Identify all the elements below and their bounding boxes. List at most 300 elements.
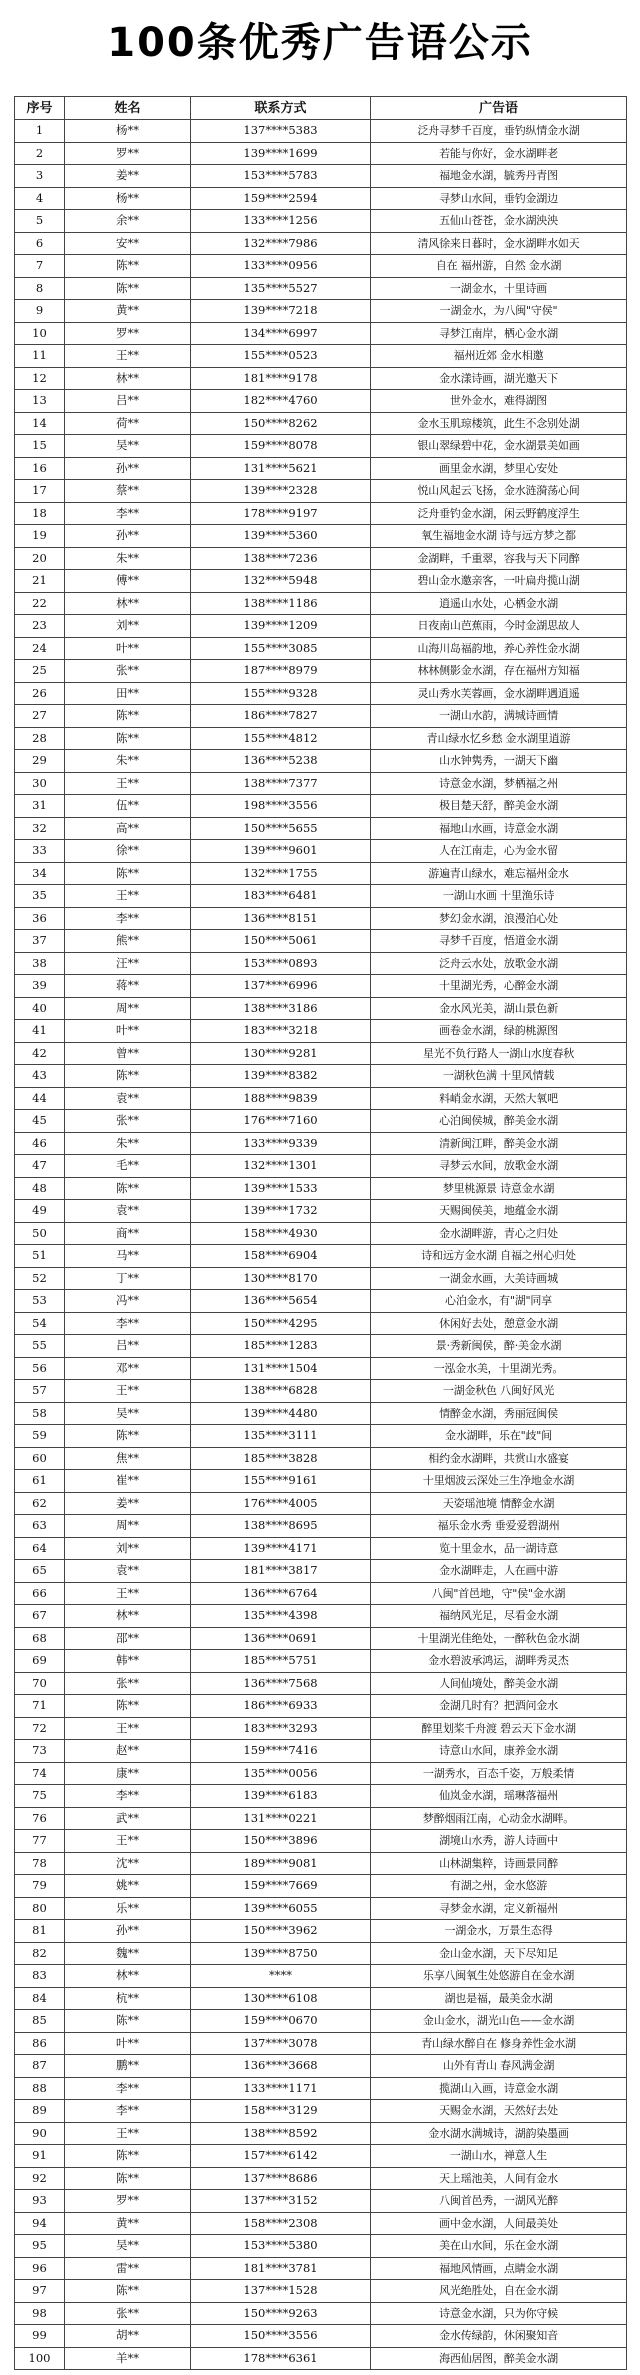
- row-index: 84: [15, 1987, 65, 2010]
- row-contact: 155****4812: [191, 727, 371, 750]
- row-contact: 185****1283: [191, 1335, 371, 1358]
- row-contact: 131****0221: [191, 1807, 371, 1830]
- row-slogan: 寻梦云水间，放歌金水湖: [371, 1155, 627, 1178]
- row-index: 73: [15, 1740, 65, 1763]
- row-contact: 155****9328: [191, 682, 371, 705]
- row-contact: 158****4930: [191, 1222, 371, 1245]
- table-row: [15, 1807, 627, 1830]
- row-slogan: 十里烟波云深处三生净地金水湖: [371, 1470, 627, 1493]
- row-index: 92: [15, 2167, 65, 2190]
- slogan-table: [14, 96, 627, 2370]
- row-index: 71: [15, 1695, 65, 1718]
- row-slogan: 一湖金秋色 八闽好风光: [371, 1380, 627, 1403]
- row-contact: 150****8262: [191, 412, 371, 435]
- row-contact: 181****3781: [191, 2257, 371, 2280]
- row-slogan: 悦山风起云飞扬，金水涟漪荡心间: [371, 480, 627, 503]
- row-contact: 133****9339: [191, 1132, 371, 1155]
- row-contact: 136****8151: [191, 907, 371, 930]
- table-row: [15, 390, 627, 413]
- row-slogan: 八闽"首邑地，守"侯"金水湖: [371, 1582, 627, 1605]
- row-name: 孙**: [65, 1920, 191, 1943]
- row-index: 23: [15, 615, 65, 638]
- table-row: [15, 885, 627, 908]
- row-slogan: 泛舟垂钓金水湖，闲云野鹤度浮生: [371, 502, 627, 525]
- row-slogan: 金水湖水满城诗，湖韵染墨画: [371, 2122, 627, 2145]
- row-contact: 139****4480: [191, 1402, 371, 1425]
- row-contact: 139****4171: [191, 1537, 371, 1560]
- row-contact: 139****6183: [191, 1785, 371, 1808]
- row-slogan: 极目楚天舒，醉美金水湖: [371, 795, 627, 818]
- row-name: 陈**: [65, 255, 191, 278]
- row-contact: 132****5948: [191, 570, 371, 593]
- row-slogan: 清风徐来日暮时，金水湖畔水如天: [371, 232, 627, 255]
- row-name: 武**: [65, 1807, 191, 1830]
- row-name: 刘**: [65, 1537, 191, 1560]
- row-slogan: 逍遥山水处，心栖金水湖: [371, 592, 627, 615]
- row-slogan: 福地金水湖，毓秀丹青图: [371, 165, 627, 188]
- row-contact: 185****5751: [191, 1650, 371, 1673]
- table-row: [15, 2032, 627, 2055]
- row-contact: 159****8078: [191, 435, 371, 458]
- table-row: [15, 1965, 627, 1988]
- row-index: 65: [15, 1560, 65, 1583]
- row-contact: 181****9178: [191, 367, 371, 390]
- row-slogan: 寻梦千百度，悟道金水湖: [371, 930, 627, 953]
- table-row: [15, 1447, 627, 1470]
- row-slogan: 金山金水湖，天下尽知足: [371, 1942, 627, 1965]
- row-slogan: 一湖秋色满 十里风情载: [371, 1065, 627, 1088]
- row-contact: 136****5238: [191, 750, 371, 773]
- table-row: [15, 817, 627, 840]
- row-slogan: 青山绿水忆乡愁 金水湖里逍游: [371, 727, 627, 750]
- row-slogan: 梦里桃源景 诗意金水湖: [371, 1177, 627, 1200]
- row-slogan: 湖境山水秀，游人诗画中: [371, 1830, 627, 1853]
- row-contact: 153****5783: [191, 165, 371, 188]
- row-name: 朱**: [65, 750, 191, 773]
- row-name: 张**: [65, 1110, 191, 1133]
- table-row: [15, 1177, 627, 1200]
- row-contact: 158****6904: [191, 1245, 371, 1268]
- row-index: 28: [15, 727, 65, 750]
- row-slogan: 金水湖畔走，人在画中游: [371, 1560, 627, 1583]
- table-row: [15, 1695, 627, 1718]
- row-slogan: 金水碧波承鸿运，湖畔秀灵杰: [371, 1650, 627, 1673]
- table-row: [15, 457, 627, 480]
- table-row: [15, 1605, 627, 1628]
- table-row: [15, 570, 627, 593]
- row-contact: 150****4295: [191, 1312, 371, 1335]
- table-row: [15, 1087, 627, 1110]
- row-contact: 130****8170: [191, 1267, 371, 1290]
- row-index: 27: [15, 705, 65, 728]
- row-index: 53: [15, 1290, 65, 1313]
- table-row: [15, 232, 627, 255]
- row-name: 傅**: [65, 570, 191, 593]
- row-index: 68: [15, 1627, 65, 1650]
- table-row: [15, 187, 627, 210]
- row-name: 赵**: [65, 1740, 191, 1763]
- row-slogan: 寻梦山水间，垂钓金湖边: [371, 187, 627, 210]
- row-index: 4: [15, 187, 65, 210]
- row-slogan: 金山金水，湖光山色——金水湖: [371, 2010, 627, 2033]
- row-contact: 150****5655: [191, 817, 371, 840]
- row-name: 罗**: [65, 322, 191, 345]
- row-name: 罗**: [65, 142, 191, 165]
- row-slogan: 日夜南山芭蕉雨，今时金湖思故人: [371, 615, 627, 638]
- row-index: 55: [15, 1335, 65, 1358]
- table-row: [15, 1200, 627, 1223]
- row-slogan: 湖也是福，最美金水湖: [371, 1987, 627, 2010]
- row-contact: 139****1699: [191, 142, 371, 165]
- row-name: 朱**: [65, 1132, 191, 1155]
- row-name: 王**: [65, 772, 191, 795]
- row-slogan: 山外有青山 春风满金湖: [371, 2055, 627, 2078]
- table-row: [15, 997, 627, 1020]
- table-row: [15, 2055, 627, 2078]
- row-slogan: 自在 福州游，自然 金水湖: [371, 255, 627, 278]
- table-row: [15, 367, 627, 390]
- row-name: 张**: [65, 2302, 191, 2325]
- row-name: 雷**: [65, 2257, 191, 2280]
- row-contact: 136****5654: [191, 1290, 371, 1313]
- row-slogan: 十里湖光秀，心醉金水湖: [371, 975, 627, 998]
- table-row: [15, 1470, 627, 1493]
- row-index: 81: [15, 1920, 65, 1943]
- table-row: [15, 1560, 627, 1583]
- row-slogan: 诗意金水湖，只为你守候: [371, 2302, 627, 2325]
- row-name: 韩**: [65, 1650, 191, 1673]
- row-slogan: 仙岚金水湖，瑶琳落福州: [371, 1785, 627, 1808]
- row-index: 19: [15, 525, 65, 548]
- row-name: 王**: [65, 2122, 191, 2145]
- row-slogan: 画卷金水湖，绿韵桃源图: [371, 1020, 627, 1043]
- table-row: [15, 345, 627, 368]
- row-name: 沈**: [65, 1852, 191, 1875]
- row-contact: 150****3896: [191, 1830, 371, 1853]
- row-slogan: 清新闽江畔，醉美金水湖: [371, 1132, 627, 1155]
- header-row: [15, 97, 627, 120]
- row-name: 商**: [65, 1222, 191, 1245]
- row-slogan: 休闲好去处，憩意金水湖: [371, 1312, 627, 1335]
- row-slogan: 碧山金水邀亲客，一叶扁舟揽山湖: [371, 570, 627, 593]
- row-contact: 159****0670: [191, 2010, 371, 2033]
- row-contact: 135****5527: [191, 277, 371, 300]
- row-name: 杨**: [65, 120, 191, 143]
- table-row: [15, 1132, 627, 1155]
- row-slogan: 八闽首邑秀，一湖风光醉: [371, 2190, 627, 2213]
- row-index: 98: [15, 2302, 65, 2325]
- table-row: [15, 547, 627, 570]
- row-index: 47: [15, 1155, 65, 1178]
- row-contact: 178****6361: [191, 2347, 371, 2370]
- table-row: [15, 1627, 627, 1650]
- row-index: 80: [15, 1897, 65, 1920]
- row-index: 18: [15, 502, 65, 525]
- row-index: 43: [15, 1065, 65, 1088]
- row-contact: 155****3085: [191, 637, 371, 660]
- row-name: 张**: [65, 1672, 191, 1695]
- row-name: 陈**: [65, 2145, 191, 2168]
- row-name: 邵**: [65, 1627, 191, 1650]
- row-index: 85: [15, 2010, 65, 2033]
- row-index: 48: [15, 1177, 65, 1200]
- row-name: 李**: [65, 1785, 191, 1808]
- row-contact: 158****3129: [191, 2100, 371, 2123]
- row-name: 毛**: [65, 1155, 191, 1178]
- row-index: 2: [15, 142, 65, 165]
- table-row: [15, 1402, 627, 1425]
- row-contact: 137****5383: [191, 120, 371, 143]
- row-index: 11: [15, 345, 65, 368]
- row-name: 姜**: [65, 1492, 191, 1515]
- row-name: 汪**: [65, 952, 191, 975]
- row-contact: 138****7236: [191, 547, 371, 570]
- row-contact: 185****3828: [191, 1447, 371, 1470]
- row-contact: 187****8979: [191, 660, 371, 683]
- row-index: 64: [15, 1537, 65, 1560]
- row-index: 69: [15, 1650, 65, 1673]
- row-contact: 139****7218: [191, 300, 371, 323]
- row-index: 29: [15, 750, 65, 773]
- row-name: 陈**: [65, 277, 191, 300]
- row-slogan: 诗和远方金水湖 自福之州心归处: [371, 1245, 627, 1268]
- table-row: [15, 525, 627, 548]
- table-row: [15, 1492, 627, 1515]
- row-name: 王**: [65, 1830, 191, 1853]
- table-row: [15, 1020, 627, 1043]
- row-name: 陈**: [65, 705, 191, 728]
- row-index: 46: [15, 1132, 65, 1155]
- row-index: 14: [15, 412, 65, 435]
- row-index: 60: [15, 1447, 65, 1470]
- row-index: 89: [15, 2100, 65, 2123]
- row-name: 冯**: [65, 1290, 191, 1313]
- row-index: 42: [15, 1042, 65, 1065]
- row-slogan: 泛舟云水处，放歌金水湖: [371, 952, 627, 975]
- row-slogan: 乐享八闽氧生处悠游自在金水湖: [371, 1965, 627, 1988]
- table-row: [15, 2167, 627, 2190]
- table-row: [15, 907, 627, 930]
- table-row: [15, 1740, 627, 1763]
- row-contact: 139****8750: [191, 1942, 371, 1965]
- row-slogan: 心泊金水，有"湖"同享: [371, 1290, 627, 1313]
- row-contact: 137****3078: [191, 2032, 371, 2055]
- row-name: 王**: [65, 1717, 191, 1740]
- row-name: 陈**: [65, 2010, 191, 2033]
- table-row: [15, 705, 627, 728]
- row-slogan: 风光绝胜处，自在金水湖: [371, 2280, 627, 2303]
- row-contact: ****: [191, 1965, 371, 1988]
- row-index: 34: [15, 862, 65, 885]
- table-row: [15, 2100, 627, 2123]
- row-name: 林**: [65, 1605, 191, 1628]
- page-title: 100条优秀广告语公示: [107, 20, 533, 66]
- row-contact: 131****5621: [191, 457, 371, 480]
- row-contact: 133****1256: [191, 210, 371, 233]
- row-name: 吕**: [65, 1335, 191, 1358]
- row-index: 96: [15, 2257, 65, 2280]
- table-row: [15, 1987, 627, 2010]
- table-row: [15, 862, 627, 885]
- table-row: [15, 1222, 627, 1245]
- row-contact: 139****8382: [191, 1065, 371, 1088]
- row-index: 36: [15, 907, 65, 930]
- row-contact: 183****6481: [191, 885, 371, 908]
- row-name: 吕**: [65, 390, 191, 413]
- row-index: 24: [15, 637, 65, 660]
- table-row: [15, 2235, 627, 2258]
- row-slogan: 天赐闽侯美，地蕴金水湖: [371, 1200, 627, 1223]
- row-index: 41: [15, 1020, 65, 1043]
- row-contact: 139****2328: [191, 480, 371, 503]
- row-index: 76: [15, 1807, 65, 1830]
- row-name: 徐**: [65, 840, 191, 863]
- row-slogan: 金水玉肌琼楼筑，此生不念别处湖: [371, 412, 627, 435]
- row-slogan: 一湖秀水，百态千姿，万般柔情: [371, 1762, 627, 1785]
- row-contact: 159****7669: [191, 1875, 371, 1898]
- row-slogan: 一湖金水画，大美诗画城: [371, 1267, 627, 1290]
- row-name: 陈**: [65, 862, 191, 885]
- table-row: [15, 1380, 627, 1403]
- table-row: [15, 1852, 627, 1875]
- row-index: 57: [15, 1380, 65, 1403]
- row-slogan: 天赐金水湖，天然好去处: [371, 2100, 627, 2123]
- row-index: 10: [15, 322, 65, 345]
- table-row: [15, 2077, 627, 2100]
- row-slogan: 金湖几时有？把酒问金水: [371, 1695, 627, 1718]
- header-index: 序号: [15, 97, 65, 120]
- row-contact: 138****1186: [191, 592, 371, 615]
- table-row: [15, 2122, 627, 2145]
- row-index: 56: [15, 1357, 65, 1380]
- row-slogan: 金水传绿韵，休闲聚知音: [371, 2325, 627, 2348]
- row-name: 高**: [65, 817, 191, 840]
- table-row: [15, 750, 627, 773]
- row-slogan: 情醉金水湖，秀丽冠闽侯: [371, 1402, 627, 1425]
- row-contact: 189****9081: [191, 1852, 371, 1875]
- row-index: 17: [15, 480, 65, 503]
- table-row: [15, 615, 627, 638]
- row-name: 朱**: [65, 547, 191, 570]
- row-index: 3: [15, 165, 65, 188]
- row-slogan: 银山翠绿碧中花，金水湖景美如画: [371, 435, 627, 458]
- row-contact: 139****5360: [191, 525, 371, 548]
- row-slogan: 金水漾诗画，湖光邀天下: [371, 367, 627, 390]
- row-name: 邓**: [65, 1357, 191, 1380]
- row-name: 吴**: [65, 1402, 191, 1425]
- row-index: 6: [15, 232, 65, 255]
- header-name: 姓名: [65, 97, 191, 120]
- table-row: [15, 1245, 627, 1268]
- table-row: [15, 1537, 627, 1560]
- row-index: 70: [15, 1672, 65, 1695]
- row-slogan: 诗意山水间，康养金水湖: [371, 1740, 627, 1763]
- table-row: [15, 1830, 627, 1853]
- row-name: 王**: [65, 1582, 191, 1605]
- row-slogan: 有湖之州，金水悠游: [371, 1875, 627, 1898]
- row-slogan: 人间仙境处，醉美金水湖: [371, 1672, 627, 1695]
- row-name: 叶**: [65, 1020, 191, 1043]
- table-row: [15, 1672, 627, 1695]
- row-index: 21: [15, 570, 65, 593]
- row-contact: 137****8686: [191, 2167, 371, 2190]
- row-slogan: 福纳风光足，尽看金水湖: [371, 1605, 627, 1628]
- row-name: 陈**: [65, 1065, 191, 1088]
- table-row: [15, 1942, 627, 1965]
- row-slogan: 寻梦金水湖，定义新福州: [371, 1897, 627, 1920]
- table-row: [15, 2190, 627, 2213]
- row-name: 陈**: [65, 2280, 191, 2303]
- row-name: 周**: [65, 1515, 191, 1538]
- row-slogan: 山海川岛福韵地，养心养性金水湖: [371, 637, 627, 660]
- row-contact: 186****7827: [191, 705, 371, 728]
- row-index: 51: [15, 1245, 65, 1268]
- row-index: 39: [15, 975, 65, 998]
- row-slogan: 梦幻金水湖，浪漫泊心处: [371, 907, 627, 930]
- row-slogan: 五仙山苍苍，金水湖泱泱: [371, 210, 627, 233]
- row-slogan: 游遍青山绿水，难忘福州金水: [371, 862, 627, 885]
- row-name: 王**: [65, 885, 191, 908]
- row-contact: 136****6764: [191, 1582, 371, 1605]
- header-slogan: 广告语: [371, 97, 627, 120]
- table-row: [15, 1650, 627, 1673]
- row-slogan: 林林侧影金水湖，存在福州方知福: [371, 660, 627, 683]
- row-index: 20: [15, 547, 65, 570]
- row-contact: 136****7568: [191, 1672, 371, 1695]
- row-contact: 139****9601: [191, 840, 371, 863]
- row-contact: 132****7986: [191, 232, 371, 255]
- table-row: [15, 2212, 627, 2235]
- row-index: 35: [15, 885, 65, 908]
- row-index: 22: [15, 592, 65, 615]
- row-slogan: 诗意金水湖，梦栖福之州: [371, 772, 627, 795]
- row-slogan: 十里湖光佳绝处，一醉秋色金水湖: [371, 1627, 627, 1650]
- row-contact: 157****6142: [191, 2145, 371, 2168]
- row-name: 叶**: [65, 2032, 191, 2055]
- row-index: 12: [15, 367, 65, 390]
- row-contact: 159****2594: [191, 187, 371, 210]
- row-index: 58: [15, 1402, 65, 1425]
- row-index: 25: [15, 660, 65, 683]
- row-slogan: 美在山水间，乐在金水湖: [371, 2235, 627, 2258]
- row-index: 72: [15, 1717, 65, 1740]
- table-row: [15, 2347, 627, 2370]
- row-name: 熊**: [65, 930, 191, 953]
- row-index: 32: [15, 817, 65, 840]
- table-row: [15, 1042, 627, 1065]
- row-slogan: 景·秀新闽侯，醉·美金水湖: [371, 1335, 627, 1358]
- row-contact: 178****9197: [191, 502, 371, 525]
- row-name: 羊**: [65, 2347, 191, 2370]
- row-contact: 137****6996: [191, 975, 371, 998]
- row-slogan: 心泊闽侯城，醉美金水湖: [371, 1110, 627, 1133]
- row-name: 李**: [65, 502, 191, 525]
- row-name: 伍**: [65, 795, 191, 818]
- row-slogan: 星光不负行路人一湖山水度春秋: [371, 1042, 627, 1065]
- row-index: 90: [15, 2122, 65, 2145]
- row-contact: 158****2308: [191, 2212, 371, 2235]
- row-contact: 134****6997: [191, 322, 371, 345]
- row-slogan: 梦醉烟雨江南，心动金水湖畔。: [371, 1807, 627, 1830]
- row-index: 59: [15, 1425, 65, 1448]
- row-index: 8: [15, 277, 65, 300]
- row-index: 26: [15, 682, 65, 705]
- row-index: 15: [15, 435, 65, 458]
- header-contact: 联系方式: [191, 97, 371, 120]
- row-contact: 183****3293: [191, 1717, 371, 1740]
- table-row: [15, 727, 627, 750]
- row-name: 王**: [65, 1380, 191, 1403]
